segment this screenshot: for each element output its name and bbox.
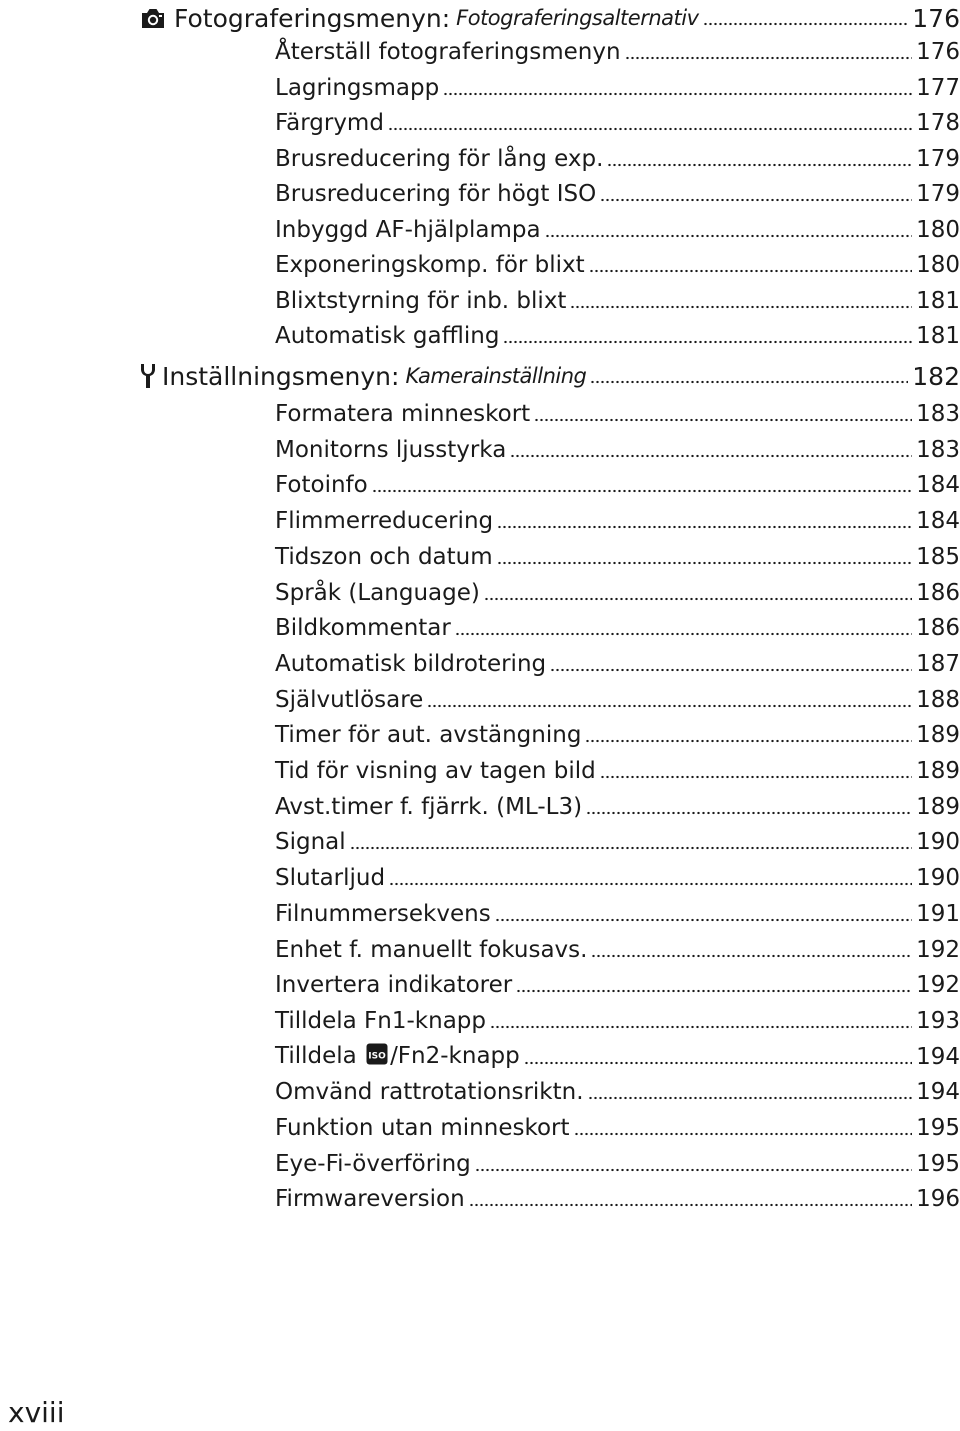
dot-leader <box>469 1202 912 1208</box>
camera-icon <box>140 4 174 32</box>
toc-entry[interactable] <box>275 790 960 824</box>
toc-entry[interactable] <box>275 213 960 247</box>
page-number: 191 <box>916 900 960 927</box>
toc-entry[interactable] <box>275 71 960 105</box>
dot-leader <box>589 268 912 274</box>
page-number: 195 <box>916 1150 960 1177</box>
page-number: 190 <box>916 865 960 892</box>
page-number: 180 <box>916 252 960 278</box>
toc-entry[interactable] <box>275 754 960 788</box>
dot-leader <box>497 560 912 566</box>
toc-entry[interactable] <box>275 248 960 282</box>
toc-entry[interactable] <box>275 968 960 1002</box>
section-heading-shooting-menu[interactable] <box>140 0 960 36</box>
page-number: 184 <box>916 508 960 535</box>
page-number: 176 <box>912 3 960 33</box>
page-number: 182 <box>912 361 960 391</box>
entry-label: Blixtstyrning för inb. blixt <box>275 287 567 314</box>
toc-entry[interactable] <box>275 397 960 431</box>
toc-entry[interactable] <box>275 861 960 895</box>
toc-entry[interactable] <box>275 433 960 467</box>
entry-label: Eye-Fi-överföring <box>275 1150 471 1177</box>
entry-label: Inbyggd AF-hjälplampa <box>275 216 541 243</box>
svg-text:ISO: ISO <box>368 1051 386 1062</box>
toc-entry[interactable] <box>275 540 960 574</box>
page-number: 185 <box>916 543 960 570</box>
section-subtitle: Kamerainställning <box>405 364 587 388</box>
page-number: 194 <box>916 1043 960 1070</box>
dot-leader <box>534 417 912 423</box>
page-number: 183 <box>916 436 960 463</box>
dot-leader <box>607 162 912 168</box>
entry-label: Tilldela Fn1-knapp <box>275 1007 486 1034</box>
dot-leader <box>585 738 912 744</box>
toc-entry[interactable] <box>275 284 960 318</box>
toc-entry[interactable] <box>275 825 960 859</box>
toc-entry[interactable] <box>275 611 960 645</box>
toc-entry[interactable] <box>275 177 960 211</box>
dot-leader <box>545 233 913 239</box>
toc-entry[interactable] <box>275 647 960 681</box>
toc-entry[interactable] <box>275 35 960 69</box>
page-number: 193 <box>916 1007 960 1034</box>
toc-entry[interactable] <box>275 1040 960 1074</box>
entry-label: Monitorns ljusstyrka <box>275 436 507 463</box>
page-number: 183 <box>916 401 960 427</box>
entry-label: Flimmerreducering <box>275 508 494 535</box>
dot-leader <box>389 881 912 887</box>
dot-leader <box>455 631 912 637</box>
wrench-icon <box>140 362 162 390</box>
entry-label: Självutlösare <box>275 686 424 713</box>
toc-entry[interactable] <box>275 1075 960 1109</box>
page-number: 194 <box>916 1079 960 1106</box>
dot-leader <box>703 21 909 27</box>
dot-leader <box>524 1060 912 1066</box>
toc-entry[interactable] <box>275 933 960 967</box>
entry-label: Återställ fotograferingsmenyn <box>275 39 621 65</box>
toc-entry[interactable] <box>275 576 960 610</box>
toc-entry[interactable] <box>275 1182 960 1216</box>
dot-leader <box>443 91 912 97</box>
entry-label: Signal <box>275 829 346 856</box>
page-number: 189 <box>916 722 960 749</box>
entry-label: Filnummersekvens <box>275 900 491 927</box>
dot-leader <box>427 703 912 709</box>
dot-leader <box>503 339 912 345</box>
page-number: 184 <box>916 472 960 499</box>
entry-label: Lagringsmapp <box>275 74 440 101</box>
entry-label: Tid för visning av tagen bild <box>275 758 596 784</box>
dot-leader <box>497 524 912 530</box>
page-number: 188 <box>916 686 960 713</box>
page-number: 181 <box>916 323 960 349</box>
section-subtitle: Fotograferingsalternativ <box>456 6 699 30</box>
page-number: 192 <box>916 936 960 963</box>
dot-leader <box>388 126 912 132</box>
entry-label: Timer för aut. avstängning <box>275 722 582 749</box>
dot-leader <box>588 1095 913 1101</box>
toc-entry[interactable] <box>275 1004 960 1038</box>
page-number: 177 <box>916 74 960 101</box>
page-folio: xviii <box>8 1396 65 1429</box>
entry-label: Firmwareversion <box>275 1186 465 1213</box>
page-number: 190 <box>916 829 960 856</box>
toc-entry[interactable] <box>275 1111 960 1145</box>
dot-leader <box>590 379 908 385</box>
page-number: 181 <box>916 287 960 314</box>
dot-leader <box>350 845 912 851</box>
entry-label: Funktion utan minneskort <box>275 1115 570 1141</box>
toc-entry[interactable] <box>275 468 960 502</box>
section-heading-setup-menu[interactable] <box>140 358 960 394</box>
dot-leader <box>516 988 912 994</box>
dot-leader <box>495 917 912 923</box>
page-number: 195 <box>916 1115 960 1141</box>
entry-label: Exponeringskomp. för blixt <box>275 252 585 278</box>
toc-entry[interactable] <box>275 897 960 931</box>
entry-label: Färgrymd <box>275 110 384 136</box>
page-number: 187 <box>916 650 960 677</box>
iso-icon <box>366 1043 388 1071</box>
entry-label-prefix: Tilldela <box>275 1042 365 1069</box>
entry-label <box>275 1043 520 1071</box>
dot-leader <box>550 667 912 673</box>
entry-label: Språk (Language) <box>275 579 480 606</box>
entry-label: Tidszon och datum <box>275 543 493 570</box>
entry-label: Formatera minneskort <box>275 401 531 427</box>
dot-leader <box>372 488 912 494</box>
page-number: 196 <box>916 1186 960 1213</box>
entry-label: Avst.timer f. fjärrk. (ML-L3) <box>275 793 583 820</box>
page-number: 192 <box>916 972 960 999</box>
dot-leader <box>625 55 913 61</box>
entry-label: Automatisk gaffling <box>275 323 500 349</box>
page-number: 189 <box>916 793 960 820</box>
page-number: 179 <box>916 181 960 207</box>
entry-label: Enhet f. manuellt fokusavs. <box>275 936 588 963</box>
toc-entry[interactable] <box>275 142 960 176</box>
toc-entry[interactable] <box>275 718 960 752</box>
dot-leader <box>484 596 912 602</box>
page-number: 178 <box>916 110 960 136</box>
page-number: 186 <box>916 615 960 642</box>
entry-label: Automatisk bildrotering <box>275 650 547 677</box>
entry-label: Bildkommentar <box>275 615 451 642</box>
dot-leader <box>475 1167 912 1173</box>
page-number: 176 <box>916 39 960 65</box>
toc-entry[interactable] <box>275 106 960 140</box>
entry-label-suffix: /Fn2-knapp <box>390 1042 520 1069</box>
entry-label: Brusreducering för högt ISO <box>275 181 597 207</box>
toc-entry[interactable] <box>275 683 960 717</box>
dot-leader <box>600 774 912 780</box>
page-number: 180 <box>916 216 960 243</box>
dot-leader <box>586 810 912 816</box>
dot-leader <box>510 453 912 459</box>
entry-label: Fotoinfo <box>275 472 368 499</box>
entry-label: Invertera indikatorer <box>275 972 513 999</box>
entry-label: Slutarljud <box>275 865 386 892</box>
entry-label: Omvänd rattrotationsriktn. <box>275 1079 584 1106</box>
page-number: 186 <box>916 579 960 606</box>
section-title: Fotograferingsmenyn: <box>174 3 451 33</box>
dot-leader <box>600 197 912 203</box>
dot-leader <box>591 953 912 959</box>
entry-label: Brusreducering för lång exp. <box>275 145 604 172</box>
page-number: 189 <box>916 758 960 784</box>
dot-leader <box>570 304 912 310</box>
page-number: 179 <box>916 145 960 172</box>
dot-leader <box>574 1131 913 1137</box>
toc-entry[interactable] <box>275 1147 960 1181</box>
toc-entry[interactable] <box>275 319 960 353</box>
dot-leader <box>490 1024 912 1030</box>
section-title: Inställningsmenyn: <box>162 361 400 391</box>
toc-entry[interactable] <box>275 504 960 538</box>
